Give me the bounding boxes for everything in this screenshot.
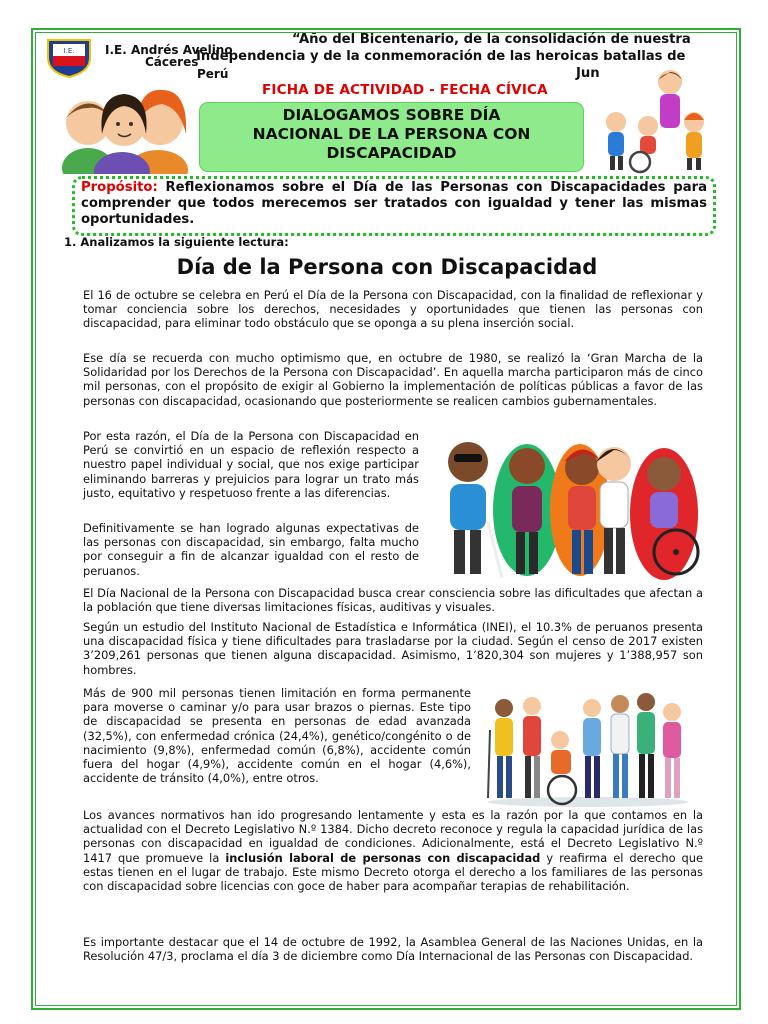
reading-heading: Día de la Persona con Discapacidad xyxy=(176,255,598,279)
paragraph-4: Definitivamente se han logrado algunas expectativas de las personas con discapacidad, sin embargo, falta mucho por conseguir a fin de alcanzar igualdad con el resto de peruanos. xyxy=(83,521,419,578)
step-instruction: 1. Analizamos la siguiente lectura: xyxy=(64,235,289,249)
paragraph-5: El Día Nacional de la Persona con Discapacidad busca crear consciencia sobre las dificultades que afectan a la población que tiene diversas limitaciones físicas, auditivas y visuales. xyxy=(83,586,703,615)
school-name-line2: Cáceres xyxy=(145,55,199,69)
motto-line2: Independencia y de la conmemoración de las heroicas batallas de xyxy=(196,49,686,64)
paragraph-8-part1: Los avances normativos han ido progresando lentamente y esta es la razón por la que contamos en la actualidad con el Decreto Legislativo N.º 1384. Dicho decreto reconoce y regula la capacidad jurídica de las personas con discapacidad en igualdad de condiciones. Adicionalmente, está el Decreto Legislativo N.º 1417 que promueve la xyxy=(83,808,703,865)
people-with-disabilities-illustration xyxy=(432,432,700,584)
activity-title-box xyxy=(200,103,583,171)
purpose-box xyxy=(72,176,716,236)
paragraph-7: Más de 900 mil personas tienen limitación en forma permanente para moverse o caminar y/o para usar brazos o piernas. Este tipo de discapacidad se presenta en personas de edad avanzada (32,5%), con enfermedad crónica (24,4%), genético/congénito o de nacimiento (9,8%), enfermedad común (6,8%), accidente común fuera del hogar (4,9%), accidente común en el hogar (4,6%), accidente de tránsito (4,0%), entre otros. xyxy=(83,686,471,786)
activity-title: FICHA DE ACTIVIDAD - FECHA CÍVICA xyxy=(262,82,548,98)
diverse-group-illustration xyxy=(484,690,692,808)
paragraph-8-bold: inclusión laboral de personas con discapacidad xyxy=(225,850,541,865)
paragraph-2: Ese día se recuerda con mucho optimismo que, en octubre de 1980, se realizó la ‘Gran Marcha de la Solidaridad por los Derechos de la Persona con Discapacidad’. En aquella marcha participaron más de cinco mil personas, con el propósito de exigir al Gobierno la implementación de políticas públicas a favor de las personas con discapacidad, ocasionando que posteriormente se realicen cambios gubernamentales. xyxy=(83,351,703,408)
school-country: Perú xyxy=(197,67,229,81)
paragraph-9: Es importante destacar que el 14 de octubre de 1992, la Asamblea General de las Naciones Unidas, en la Resolución 47/3, proclama el día 3 de diciembre como Día Internacional de las Personas con Discapacidad. xyxy=(83,935,703,964)
motto-line1: “Año del Bicentenario, de la consolidación de nuestra xyxy=(292,32,691,47)
purpose-label: Propósito: xyxy=(81,180,158,195)
motto-line3: Jun xyxy=(576,66,600,81)
paragraph-6: Según un estudio del Instituto Nacional de Estadística e Informática (INEI), el 10.3% de peruanos presenta una discapacidad física y tiene dificultades para trasladarse por la ciudad. Según el censo de 2017 existen 3’209,261 personas que tienen alguna discapacidad. Asimismo, 1’820,304 son mujeres y 1’388,957 son hombres. xyxy=(83,620,703,677)
purpose-text: Reflexionamos sobre el Día de las Personas con Discapacidades para comprender que todos merecemos ser tratados con igualdad y tener las mismas oportunidades. xyxy=(81,180,708,227)
paragraph-8-part2: y reafirma el derecho que estas tienen en el lugar de trabajo. Este mismo Decreto otorga el derecho a los familiares de las personas con discapacidad sobre licencias con goce de haber para acompañar terapias de rehabilitación. xyxy=(83,850,704,894)
school-logo xyxy=(44,36,94,78)
children-illustration xyxy=(58,78,196,174)
title-line2: NACIONAL DE LA PERSONA CON xyxy=(252,125,531,143)
title-line1: DIALOGAMOS SOBRE DÍA xyxy=(282,106,501,124)
school-name-line1: I.E. Andrés Avelino xyxy=(105,43,233,57)
paragraph-8 xyxy=(83,808,703,893)
inclusive-kids-illustration xyxy=(598,66,716,174)
paragraph-1: El 16 de octubre se celebra en Perú el Día de la Persona con Discapacidad, con la finalidad de reflexionar y tomar conciencia sobre los derechos, necesidades y oportunidades que tienen las personas con discapacidad, para eliminar todo obstáculo que se oponga a su plena inserción social. xyxy=(83,288,703,331)
paragraph-3: Por esta razón, el Día de la Persona con Discapacidad en Perú se convirtió en un espacio de reflexión respecto a nuestro papel individual y social, que nos exige participar eliminando barreras y prejuicios para lograr un trato más justo, equitativo y respetuoso frente a las diferencias. xyxy=(83,429,419,500)
title-line3: DISCAPACIDAD xyxy=(326,144,457,162)
svg-text:I.E.: I.E. xyxy=(63,47,75,55)
